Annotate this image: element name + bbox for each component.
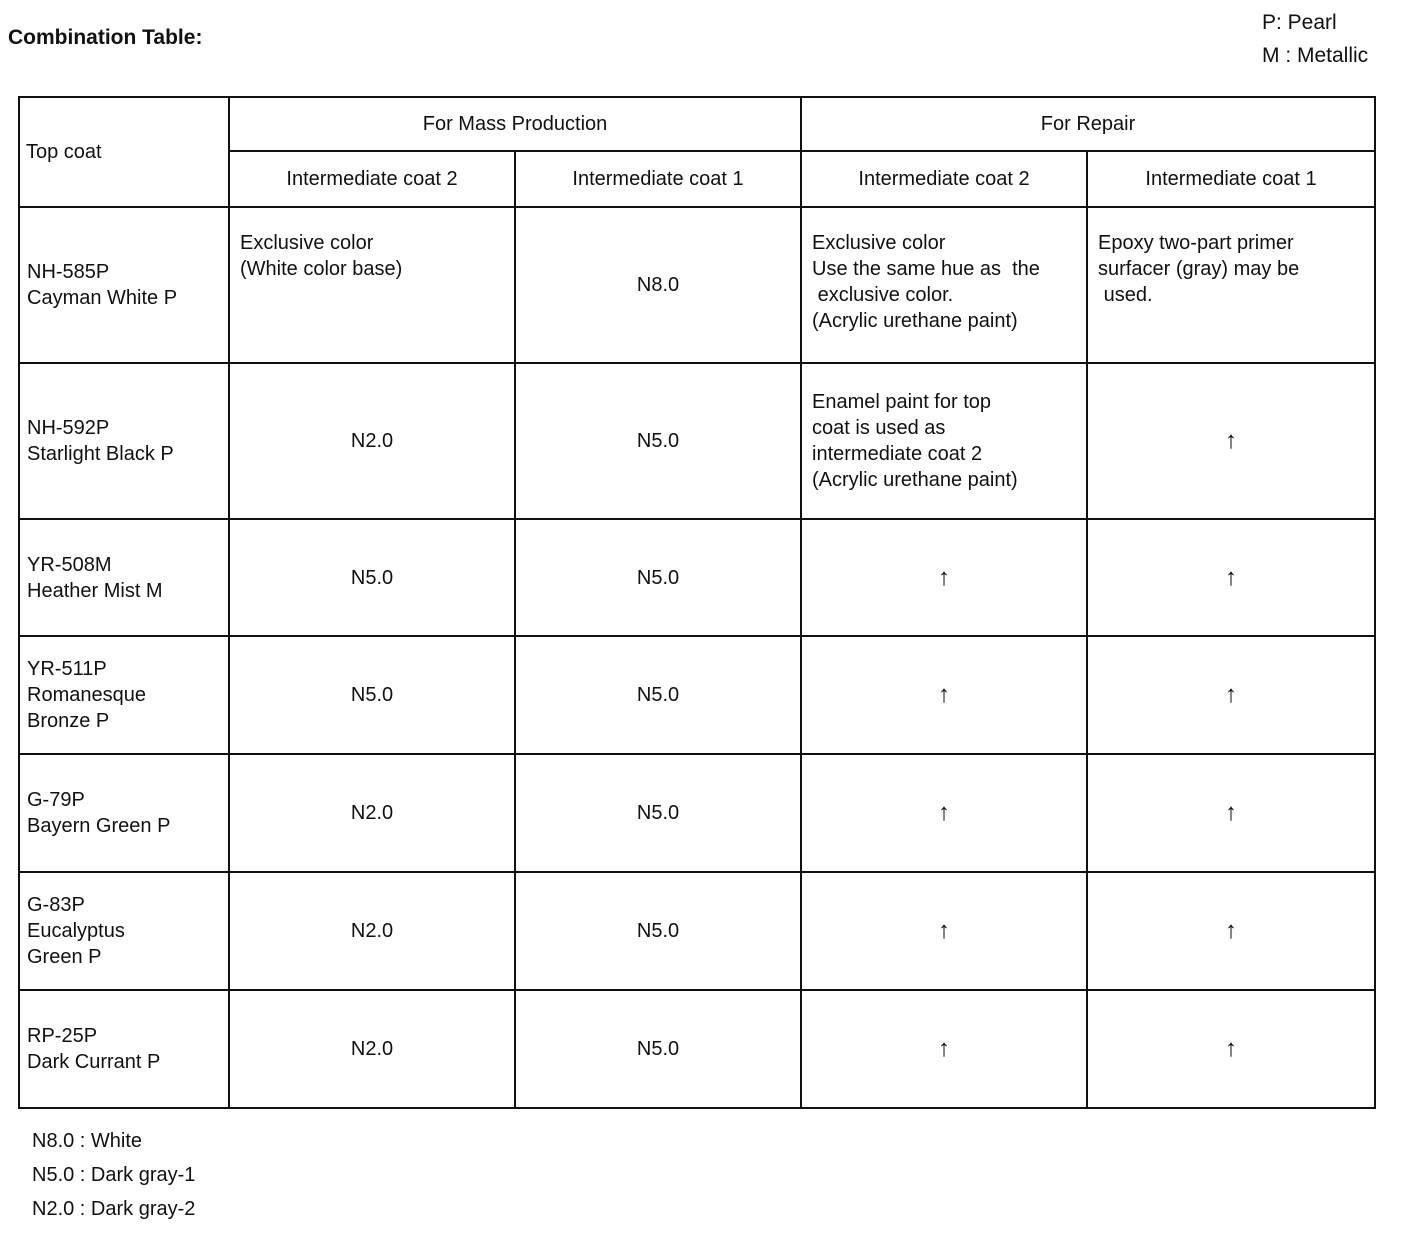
header-mass-int1: Intermediate coat 1 [515,151,801,207]
legend-n2: N2.0 : Dark gray-2 [32,1198,196,1220]
gray-scale-legend [32,1124,195,1226]
repair-int1-same-as-above-icon: ↑ [1087,363,1375,519]
legend-pearl: P: Pearl [1262,11,1337,34]
header-top-coat: Top coat [19,97,229,207]
mass-int1-cell: N5.0 [515,754,801,872]
mass-int2-cell: N5.0 [229,636,515,754]
header-mass-production: For Mass Production [229,97,801,151]
header-repair: For Repair [801,97,1375,151]
mass-int1-cell: N5.0 [515,636,801,754]
mass-int2-cell: N2.0 [229,363,515,519]
mass-int1-cell: N5.0 [515,990,801,1108]
repair-int2-same-as-above-icon: ↑ [801,872,1087,990]
repair-int1-same-as-above-icon: ↑ [1087,990,1375,1108]
color-code: NH-592P [27,417,110,439]
color-name: Bayern Green P [27,815,171,837]
mass-int2-cell: Exclusive color (White color base) [229,207,515,363]
table-row [19,519,1375,636]
mass-int2-cell: N2.0 [229,990,515,1108]
color-code: YR-508M [27,553,112,576]
color-code: G-83P [27,894,85,916]
color-code: G-79P [27,789,85,811]
header-repair-int1: Intermediate coat 1 [1087,151,1375,207]
color-code: YR-511P [27,658,107,680]
mass-int2-cell: N5.0 [229,519,515,636]
color-code: NH-585P [27,261,110,283]
top-coat-cell [19,363,229,519]
repair-int1-cell: Epoxy two-part primer surfacer (gray) may be used. [1087,207,1375,363]
header-repair-int2: Intermediate coat 2 [801,151,1087,207]
top-coat-cell [19,754,229,872]
repair-int2-cell: Enamel paint for top coat is used as intermediate coat 2 (Acrylic urethane paint) [801,363,1087,519]
color-name: Eucalyptus Green P [27,920,125,968]
table-row [19,754,1375,872]
table-row [19,636,1375,754]
repair-int1-same-as-above-icon: ↑ [1087,872,1375,990]
color-name: Romanesque Bronze P [27,684,146,732]
top-coat-cell [19,519,229,636]
legend-metallic: M : Metallic [1262,44,1369,67]
color-name: Cayman White P [27,287,178,309]
table-row [19,207,1375,363]
repair-int1-same-as-above-icon: ↑ [1087,636,1375,754]
color-name: Dark Currant P [27,1051,161,1073]
repair-int1-same-as-above-icon: ↑ [1087,519,1375,636]
top-coat-cell [19,207,229,363]
table-row [19,990,1375,1108]
mass-int1-cell: N5.0 [515,872,801,990]
top-coat-cell [19,872,229,990]
repair-int1-same-as-above-icon: ↑ [1087,754,1375,872]
legend-n8: N8.0 : White [32,1130,143,1152]
legend-n5: N5.0 : Dark gray-1 [32,1164,196,1186]
color-code: RP-25P [27,1025,98,1047]
table-row [19,363,1375,519]
top-coat-cell [19,990,229,1108]
repair-int2-same-as-above-icon: ↑ [801,754,1087,872]
mass-int1-cell: N8.0 [515,207,801,363]
repair-int2-same-as-above-icon: ↑ [801,636,1087,754]
color-name: Heather Mist M [27,579,163,602]
mass-int1-cell: N5.0 [515,363,801,519]
page-title: Combination Table: [8,26,203,49]
color-name: Starlight Black P [27,443,174,465]
top-coat-cell [19,636,229,754]
mass-int2-cell: N2.0 [229,872,515,990]
combination-table [18,96,1376,1109]
repair-int2-same-as-above-icon: ↑ [801,519,1087,636]
repair-int2-cell: Exclusive color Use the same hue as the exclusive color. (Acrylic urethane paint) [801,207,1087,363]
table-row [19,872,1375,990]
mass-int2-cell: N2.0 [229,754,515,872]
repair-int2-same-as-above-icon: ↑ [801,990,1087,1108]
finish-legend [1262,6,1368,72]
header-mass-int2: Intermediate coat 2 [229,151,515,207]
mass-int1-cell: N5.0 [515,519,801,636]
